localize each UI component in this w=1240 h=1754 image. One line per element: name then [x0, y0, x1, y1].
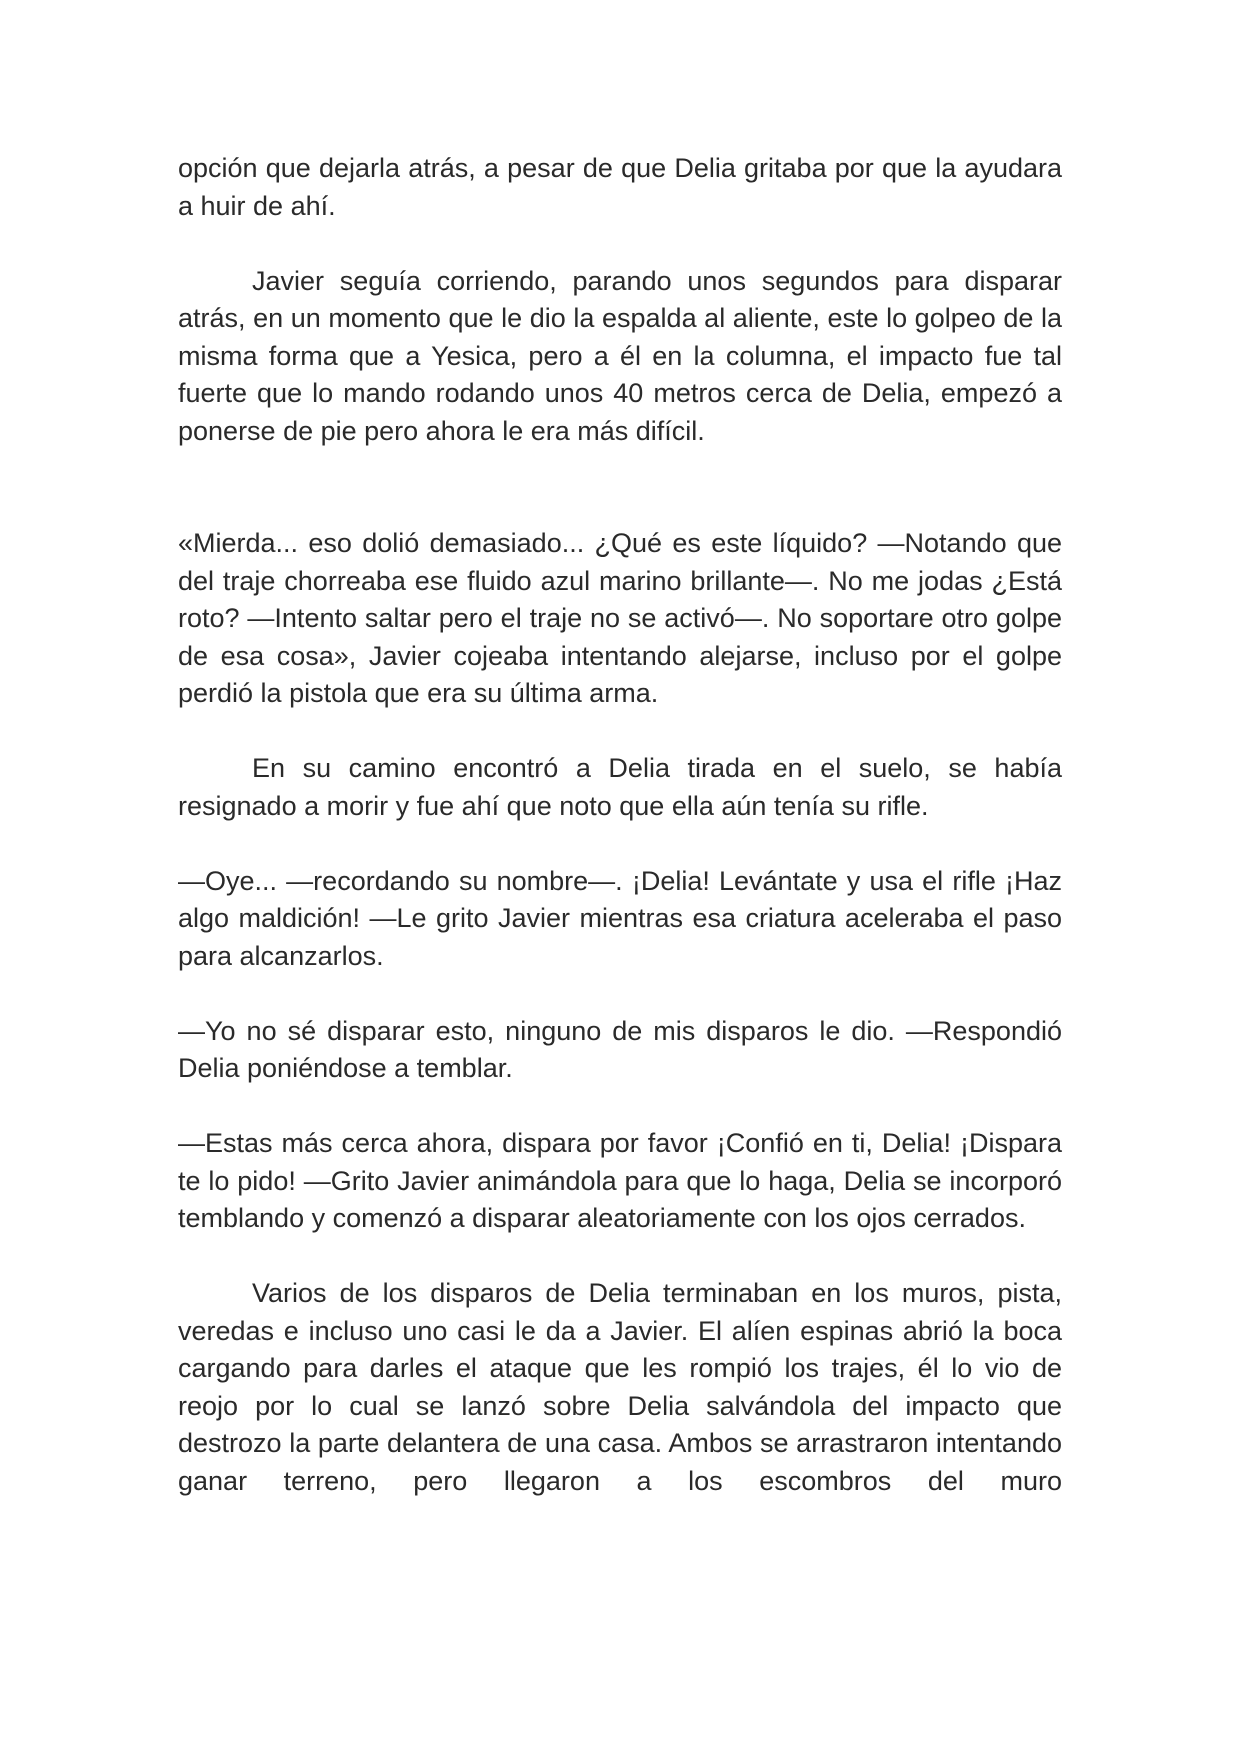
page-text: [178, 150, 1062, 1500]
paragraph-6: —Yo no sé disparar esto, ninguno de mis disparos le dio. —Respondió Delia poniéndose a temblar.: [178, 1015, 1062, 1083]
paragraph-5: —Oye... —recordando su nombre—. ¡Delia! Levántate y usa el rifle ¡Haz algo maldición! —Le grito Javier mientras esa criatura aceleraba el paso para alcanzarlos.: [178, 865, 1062, 971]
paragraph-2: Javier seguía corriendo, parando unos segundos para disparar atrás, en un momento que le dio la espalda al aliente, este lo golpeo de la misma forma que a Yesica, pero a él en la columna, el impacto fue tal fuerte que lo mando rodando unos 40 metros cerca de Delia, empezó a ponerse de pie pero ahora le era más difícil.: [178, 265, 1062, 446]
paragraph-8: Varios de los disparos de Delia terminaban en los muros, pista, veredas e incluso uno casi le da a Javier. El alíen espinas abrió la boca cargando para darles el ataque que les rompió los trajes, él lo vio de reojo por lo cual se lanzó sobre Delia salvándola del impacto que destrozo la parte delantera de una casa. Ambos se arrastraron intentando ganar terreno, pero llegaron a los escombros del muro: [178, 1278, 1062, 1496]
paragraph-3: «Mierda... eso dolió demasiado... ¿Qué es este líquido? —Notando que del traje chorreaba ese fluido azul marino brillante—. No me jodas ¿Está roto? —Intento saltar pero el traje no se activó—. No soportare otro golpe de esa cosa», Javier cojeaba intentando alejarse, incluso por el golpe perdió la pistola que era su última arma.: [178, 528, 1062, 708]
paragraph-4: En su camino encontró a Delia tirada en el suelo, se había resignado a morir y fue ahí que noto que ella aún tenía su rifle.: [178, 753, 1062, 821]
paragraph-7: —Estas más cerca ahora, dispara por favor ¡Confió en ti, Delia! ¡Dispara te lo pido! —Grito Javier animándola para que lo haga, Delia se incorporó temblando y comenzó a disparar aleatoriamente con los ojos cerrados.: [178, 1128, 1062, 1233]
paragraph-1: opción que dejarla atrás, a pesar de que Delia gritaba por que la ayudara a huir de ahí.: [178, 153, 1062, 221]
